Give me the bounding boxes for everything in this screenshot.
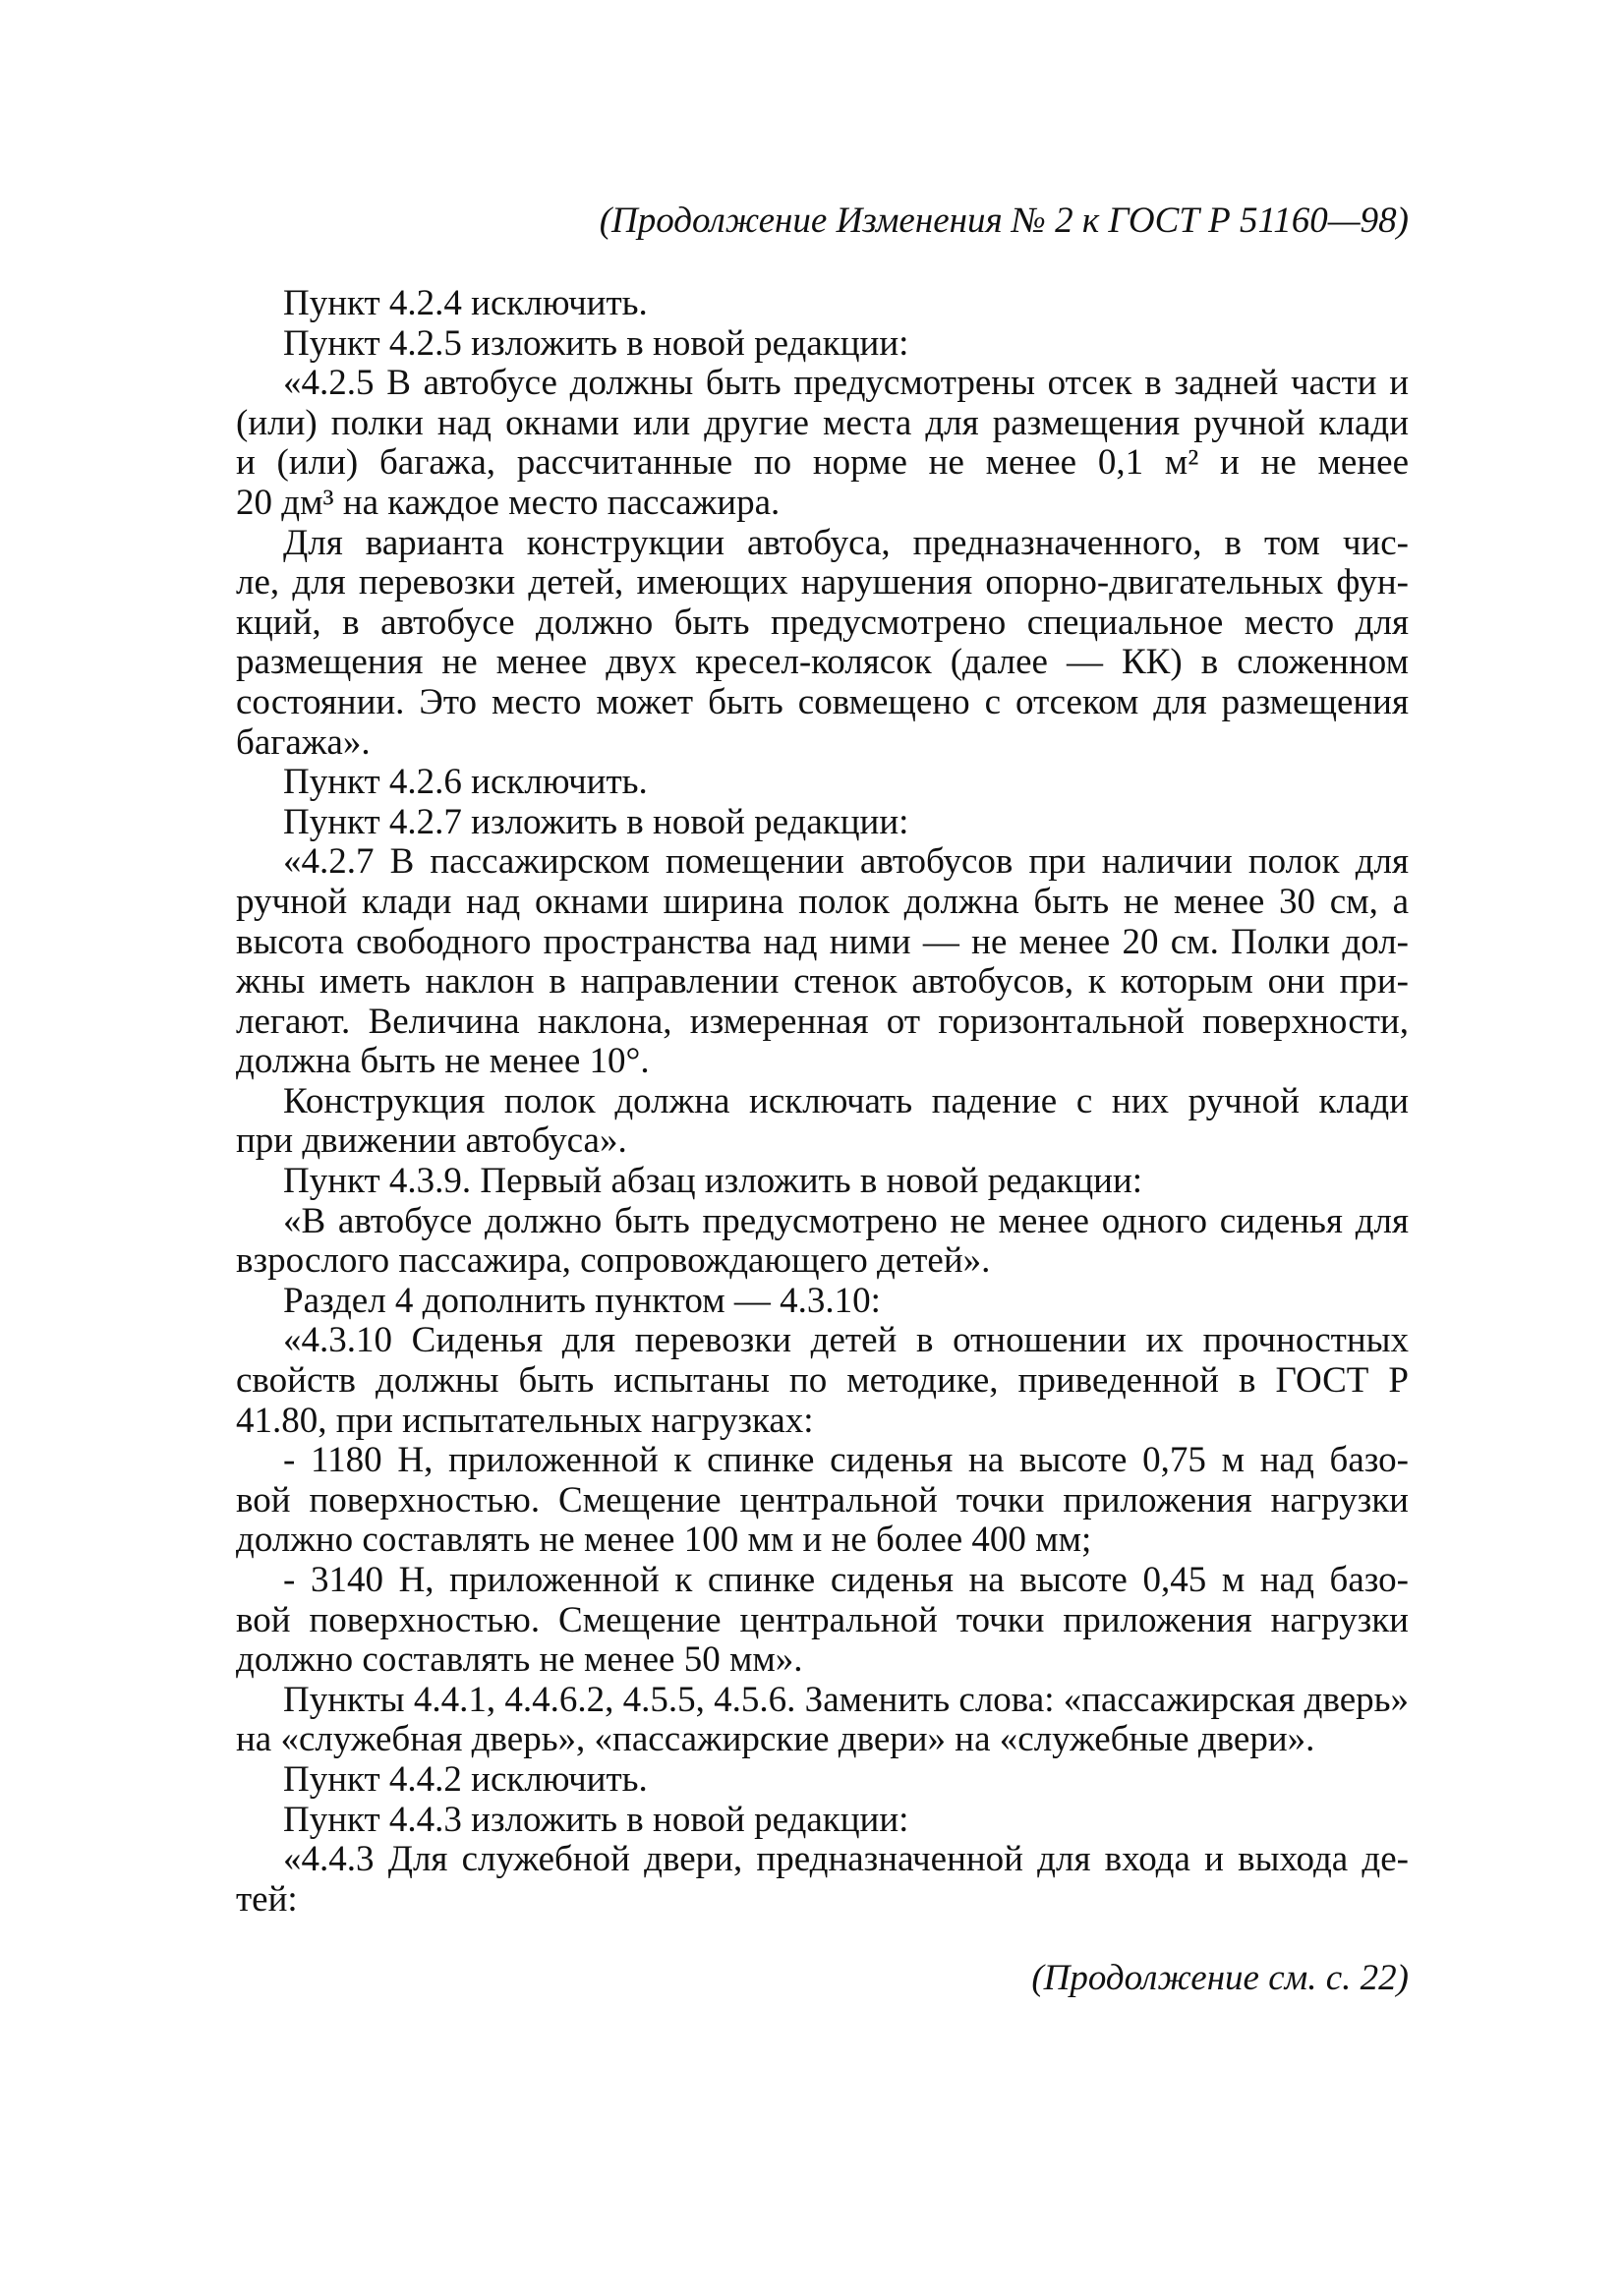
paragraph xyxy=(236,1840,1409,1920)
paragraph-line: должна быть не менее 10°. xyxy=(236,1041,650,1082)
paragraph-line: свойств должны быть испытаны по методике, приведенной в ГОСТ Р xyxy=(236,1360,1409,1402)
paragraph-line: на «служебная дверь», «пассажирские двери» на «служебные двери». xyxy=(236,1719,1315,1760)
paragraph-line: и (или) багажа, рассчитанные по норме не менее 0,1 м² и не менее xyxy=(236,442,1409,484)
paragraph xyxy=(236,1082,1409,1162)
paragraph-line: - 3140 Н, приложенной к спинке сиденья на высоте 0,45 м над базо- xyxy=(283,1560,1409,1600)
paragraph-line: тей: xyxy=(236,1878,298,1920)
paragraph xyxy=(236,364,1409,523)
paragraph-line: взрослого пассажира, сопровождающего детей». xyxy=(236,1240,991,1282)
paragraph-line: Конструкция полок должна исключать падение с них ручной клади xyxy=(283,1080,1409,1121)
paragraph-line: Пункт 4.3.9. Первый абзац изложить в новой редакции: xyxy=(283,1161,1143,1202)
paragraph-line: Пункт 4.4.3 изложить в новой редакции: xyxy=(283,1799,909,1840)
paragraph-line: размещения не менее двух кресел-колясок (далее — КК) в сложенном xyxy=(236,642,1409,683)
paragraph-line: «4.4.3 Для служебной двери, предназначенной для входа и выхода де- xyxy=(283,1839,1409,1880)
paragraph xyxy=(236,1202,1409,1282)
paragraph xyxy=(236,324,1409,365)
paragraph-line: 20 дм³ на каждое место пассажира. xyxy=(236,482,781,523)
paragraph-line: Пункт 4.2.6 исключить. xyxy=(283,762,648,803)
paragraph-line: должно составлять не менее 50 мм». xyxy=(236,1639,803,1681)
paragraph xyxy=(236,763,1409,803)
paragraph-line: вой поверхностью. Смещение центральной точки приложения нагрузки xyxy=(236,1599,1409,1640)
paragraph-line: «4.2.5 В автобусе должны быть предусмотрены отсек в задней части и xyxy=(283,363,1409,404)
paragraph-line: Пункт 4.2.4 исключить. xyxy=(283,283,648,323)
paragraph xyxy=(236,1441,1409,1561)
paragraph-line: Пункт 4.2.5 изложить в новой редакции: xyxy=(283,322,909,364)
paragraph-line: состоянии. Это место может быть совмещено с отсеком для размещения xyxy=(236,681,1409,722)
paragraph-line: вой поверхностью. Смещение центральной точки приложения нагрузки xyxy=(236,1479,1409,1521)
paragraph xyxy=(236,1561,1409,1681)
paragraph xyxy=(236,524,1409,764)
paragraph-line: Раздел 4 дополнить пунктом — 4.3.10: xyxy=(283,1280,881,1321)
paragraph-line: 41.80, при испытательных нагрузках: xyxy=(236,1400,814,1441)
paragraph-line: кций, в автобусе должно быть предусмотрено специальное место для xyxy=(236,602,1409,643)
paragraph xyxy=(236,1321,1409,1441)
paragraph-line: «В автобусе должно быть предусмотрено не менее одного сиденья для xyxy=(283,1200,1409,1241)
paragraph-line: (или) полки над окнами или другие места для размещения ручной клади xyxy=(236,402,1409,443)
paragraph xyxy=(236,803,1409,843)
paragraph xyxy=(236,1760,1409,1801)
paragraph-line: при движении автобуса». xyxy=(236,1120,627,1162)
paragraph-line: «4.3.10 Сиденья для перевозки детей в отношении их прочностных xyxy=(283,1320,1409,1361)
paragraph-line: Пункт 4.4.2 исключить. xyxy=(283,1758,648,1800)
paragraph-line: должно составлять не менее 100 мм и не более 400 мм; xyxy=(236,1520,1092,1561)
paragraph xyxy=(236,1681,1409,1760)
paragraph xyxy=(236,1282,1409,1322)
paragraph-line: ле, для перевозки детей, имеющих нарушения опорно-двигательных фун- xyxy=(236,562,1409,603)
paragraph-line: Пункты 4.4.1, 4.4.6.2, 4.5.5, 4.5.6. Заменить слова: «пассажирская дверь» xyxy=(283,1679,1409,1720)
paragraph-line: Пункт 4.2.7 изложить в новой редакции: xyxy=(283,801,909,842)
paragraph-line: ручной клади над окнами ширина полок должна быть не менее 30 см, а xyxy=(236,881,1409,922)
paragraph-line: легают. Величина наклона, измеренная от горизонтальной поверхности, xyxy=(236,1001,1409,1042)
document-body xyxy=(236,284,1409,1920)
paragraph xyxy=(236,1801,1409,1841)
paragraph-line: Для варианта конструкции автобуса, предназначенного, в том чис- xyxy=(283,522,1409,563)
paragraph-line: «4.2.7 В пассажирском помещении автобусов при наличии полок для xyxy=(283,841,1409,883)
paragraph xyxy=(236,284,1409,324)
paragraph-line: жны иметь наклон в направлении стенок автобусов, к которым они при- xyxy=(236,961,1409,1003)
page-header: (Продолжение Изменения № 2 к ГОСТ Р 51160—98) xyxy=(599,201,1409,241)
paragraph xyxy=(236,1162,1409,1202)
paragraph-line: высота свободного пространства над ними — не менее 20 см. Полки дол- xyxy=(236,921,1409,962)
paragraph xyxy=(236,842,1409,1082)
paragraph-line: багажа». xyxy=(236,721,371,763)
page-footer: (Продолжение см. с. 22) xyxy=(1031,1958,1409,1998)
paragraph-line: - 1180 Н, приложенной к спинке сиденья на высоте 0,75 м над базо- xyxy=(283,1440,1409,1481)
